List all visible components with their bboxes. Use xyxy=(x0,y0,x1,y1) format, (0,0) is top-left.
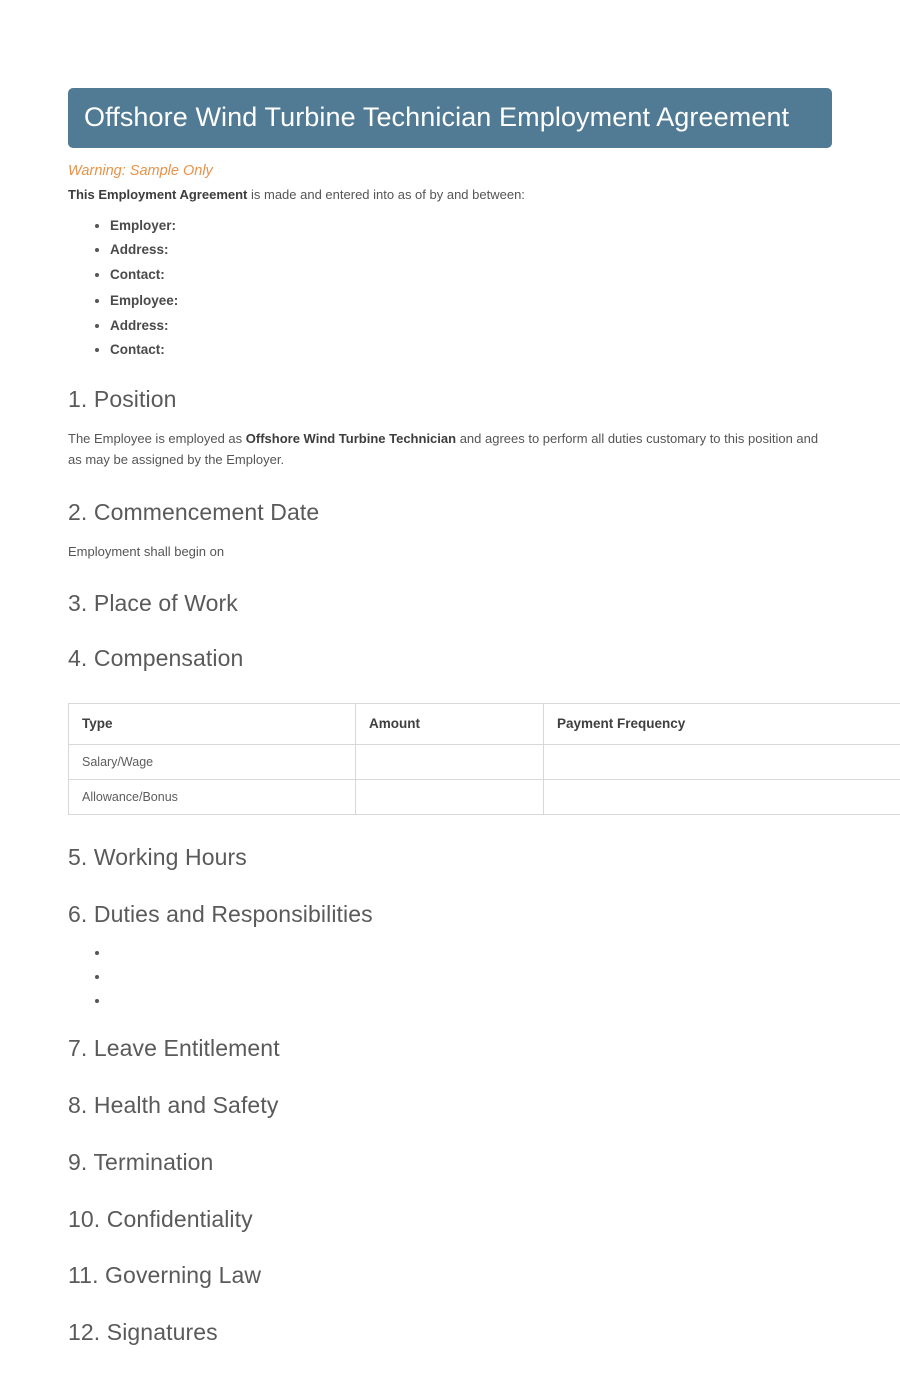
section-compensation xyxy=(68,644,832,815)
list-item xyxy=(110,294,832,308)
cell-amount-allowance[interactable] xyxy=(356,779,544,814)
employer-contact-label: Contact: xyxy=(110,267,165,282)
table-row xyxy=(69,779,900,814)
section-confidentiality xyxy=(68,1205,832,1234)
employer-label: Employer: xyxy=(110,218,176,233)
column-header-frequency: Payment Frequency xyxy=(544,703,900,744)
list-item xyxy=(110,319,832,333)
page-title: Offshore Wind Turbine Technician Employment Agreement xyxy=(84,103,816,132)
section-heading-duties-and-responsibilities: 6. Duties and Responsibilities xyxy=(68,900,832,929)
table-header-row xyxy=(69,703,900,744)
list-item xyxy=(110,946,832,958)
section-heading-working-hours: 5. Working Hours xyxy=(68,843,832,872)
column-header-type: Type xyxy=(69,703,356,744)
section-heading-termination: 9. Termination xyxy=(68,1148,832,1177)
employee-party-list xyxy=(68,294,832,357)
section-heading-compensation: 4. Compensation xyxy=(68,644,832,673)
document-page xyxy=(0,88,900,1361)
commencement-paragraph: Employment shall begin on xyxy=(68,543,832,561)
section-heading-signatures: 12. Signatures xyxy=(68,1318,832,1347)
employee-contact-label: Contact: xyxy=(110,342,165,357)
compensation-table-head xyxy=(69,703,900,744)
position-role: Offshore Wind Turbine Technician xyxy=(246,431,456,446)
cell-type-salary: Salary/Wage xyxy=(69,744,356,779)
cell-frequency-salary[interactable] xyxy=(544,744,900,779)
list-item xyxy=(110,994,832,1006)
cell-amount-salary[interactable] xyxy=(356,744,544,779)
section-signatures xyxy=(68,1318,832,1347)
section-termination xyxy=(68,1148,832,1177)
employee-label: Employee: xyxy=(110,293,178,308)
employer-party-list xyxy=(68,219,832,282)
section-heading-place-of-work: 3. Place of Work xyxy=(68,589,832,618)
cell-frequency-allowance[interactable] xyxy=(544,779,900,814)
agreement-intro-lead: This Employment Agreement xyxy=(68,187,247,202)
list-item xyxy=(110,219,832,233)
position-paragraph-suffix: and agrees to perform all duties customary to this position and as may be assigned by the Employer. xyxy=(68,431,818,467)
bottom-spacer xyxy=(68,1347,832,1361)
section-heading-commencement-date: 2. Commencement Date xyxy=(68,498,832,527)
sample-only-warning: Warning: Sample Only xyxy=(68,162,832,181)
section-heading-health-and-safety: 8. Health and Safety xyxy=(68,1091,832,1120)
table-row xyxy=(69,744,900,779)
section-heading-leave-entitlement: 7. Leave Entitlement xyxy=(68,1034,832,1063)
section-commencement-date xyxy=(68,498,832,561)
list-item xyxy=(110,268,832,282)
list-item xyxy=(110,970,832,982)
employer-address-label: Address: xyxy=(110,242,169,257)
section-position xyxy=(68,385,832,471)
position-paragraph-prefix: The Employee is employed as xyxy=(68,431,246,446)
agreement-intro-paragraph xyxy=(68,186,832,205)
list-item xyxy=(110,243,832,257)
agreement-intro-rest: is made and entered into as of by and between: xyxy=(247,187,525,202)
section-health-and-safety xyxy=(68,1091,832,1120)
column-header-amount: Amount xyxy=(356,703,544,744)
section-leave-entitlement xyxy=(68,1034,832,1063)
document-body xyxy=(68,88,832,1361)
section-working-hours xyxy=(68,843,832,872)
section-heading-position: 1. Position xyxy=(68,385,832,414)
employee-address-label: Address: xyxy=(110,318,169,333)
section-duties-and-responsibilities xyxy=(68,900,832,1007)
compensation-table-body xyxy=(69,744,900,814)
document-title-banner xyxy=(68,88,832,148)
compensation-table xyxy=(68,703,900,815)
duties-bullet-list xyxy=(68,946,832,1006)
list-item xyxy=(110,343,832,357)
section-governing-law xyxy=(68,1261,832,1290)
section-heading-governing-law: 11. Governing Law xyxy=(68,1261,832,1290)
section-place-of-work xyxy=(68,589,832,618)
section-heading-confidentiality: 10. Confidentiality xyxy=(68,1205,832,1234)
position-paragraph xyxy=(68,428,832,471)
cell-type-allowance: Allowance/Bonus xyxy=(69,779,356,814)
